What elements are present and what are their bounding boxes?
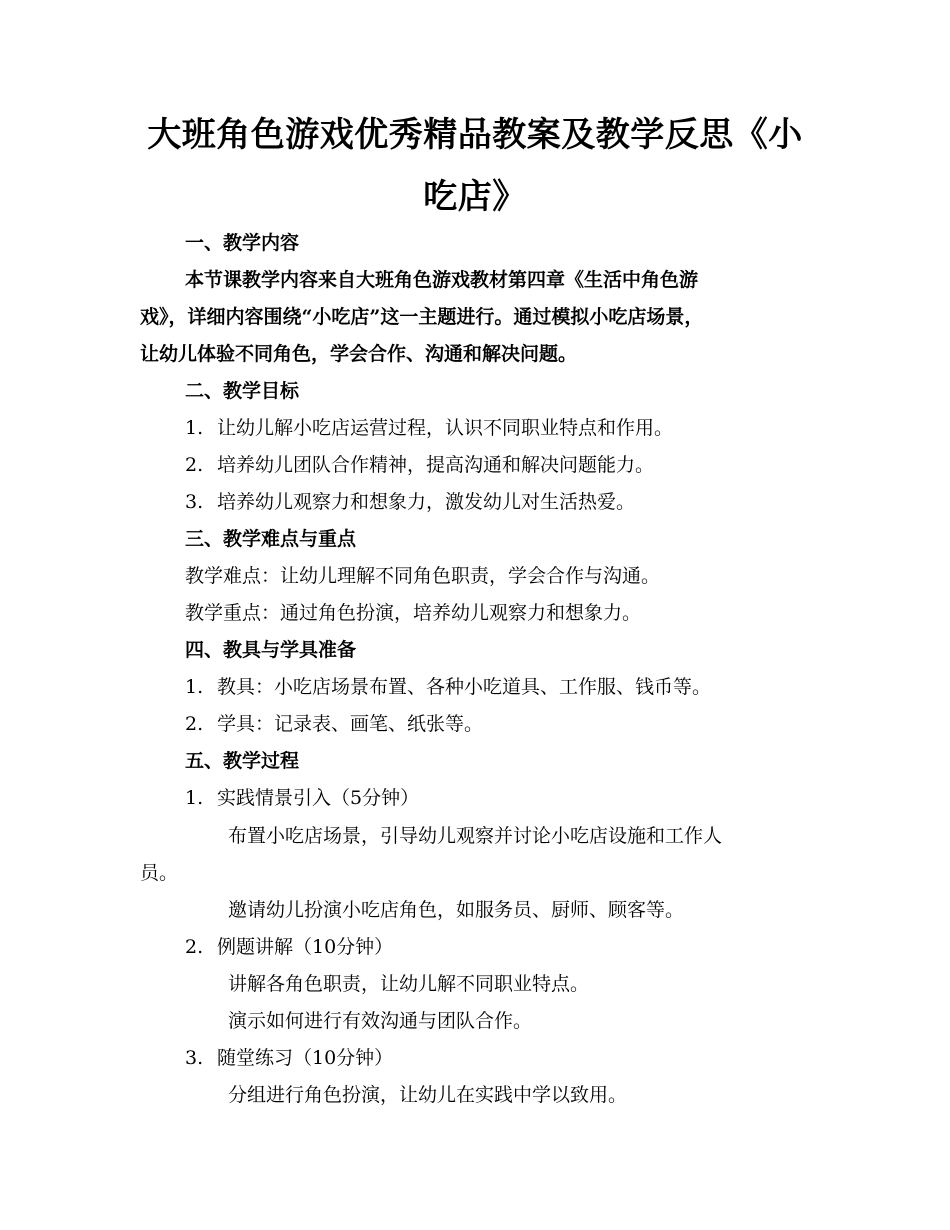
title-line-2: 吃店》 [423, 177, 527, 217]
process-step [185, 933, 393, 961]
step-detail: 邀请幼儿扮演小吃店角色，如服务员、厨师、顾客等。 [228, 899, 685, 921]
goal-text: 让幼儿解小吃店运营过程，认识不同职业特点和作用。 [217, 417, 674, 439]
step-detail: 员。 [140, 862, 179, 884]
title-line-1: 大班角色游戏优秀精品教案及教学反思《小 [147, 115, 803, 155]
content-paragraph-line-2: 戏》，详细内容围绕“小吃店”这一主题进行。通过模拟小吃店场景， [140, 306, 704, 328]
process-step [185, 784, 419, 812]
material-item [185, 673, 711, 701]
key-point-text: 教学重点：通过角色扮演，培养幼儿观察力和想象力。 [185, 602, 642, 624]
material-item [185, 710, 483, 738]
step-number: 3. [185, 1047, 204, 1069]
step-number: 1. [185, 787, 204, 809]
document-title [140, 104, 810, 228]
difficulty-text: 教学难点：让幼儿理解不同角色职责，学会合作与沟通。 [185, 565, 661, 587]
step-title: 例题讲解（10分钟） [217, 936, 394, 958]
section-heading-materials: 四、教具与学具准备 [185, 639, 357, 661]
section-heading-process: 五、教学过程 [185, 750, 300, 772]
process-step [185, 1044, 393, 1072]
goal-item [185, 451, 654, 479]
goal-text: 培养幼儿观察力和想象力，激发幼儿对生活热爱。 [217, 491, 636, 513]
section-heading-difficulty: 三、教学难点与重点 [185, 528, 357, 550]
section-heading-goals: 二、教学目标 [185, 380, 300, 402]
content-paragraph-line-1: 本节课教学内容来自大班角色游戏教材第四章《生活中角色游 [185, 269, 699, 291]
step-detail: 布置小吃店场景，引导幼儿观察并讨论小吃店设施和工作人 [228, 825, 723, 847]
material-number: 1. [185, 676, 204, 698]
step-detail: 演示如何进行有效沟通与团队合作。 [228, 1010, 533, 1032]
material-text: 教具：小吃店场景布置、各种小吃道具、工作服、钱币等。 [217, 676, 712, 698]
goal-item [185, 414, 673, 442]
step-title: 随堂练习（10分钟） [217, 1047, 394, 1069]
goal-number: 1. [185, 417, 204, 439]
step-detail: 分组进行角色扮演，让幼儿在实践中学以致用。 [228, 1084, 628, 1106]
goal-item [185, 488, 635, 516]
step-number: 2. [185, 936, 204, 958]
content-paragraph-line-3: 让幼儿体验不同角色，学会合作、沟通和解决问题。 [140, 343, 578, 365]
step-title: 实践情景引入（5分钟） [217, 787, 420, 809]
goal-number: 3. [185, 491, 204, 513]
step-detail: 讲解各角色职责，让幼儿解不同职业特点。 [228, 973, 590, 995]
material-text: 学具：记录表、画笔、纸张等。 [217, 713, 484, 735]
goal-number: 2. [185, 454, 204, 476]
goal-text: 培养幼儿团队合作精神，提高沟通和解决问题能力。 [217, 454, 655, 476]
material-number: 2. [185, 713, 204, 735]
section-heading-content: 一、教学内容 [185, 232, 300, 254]
